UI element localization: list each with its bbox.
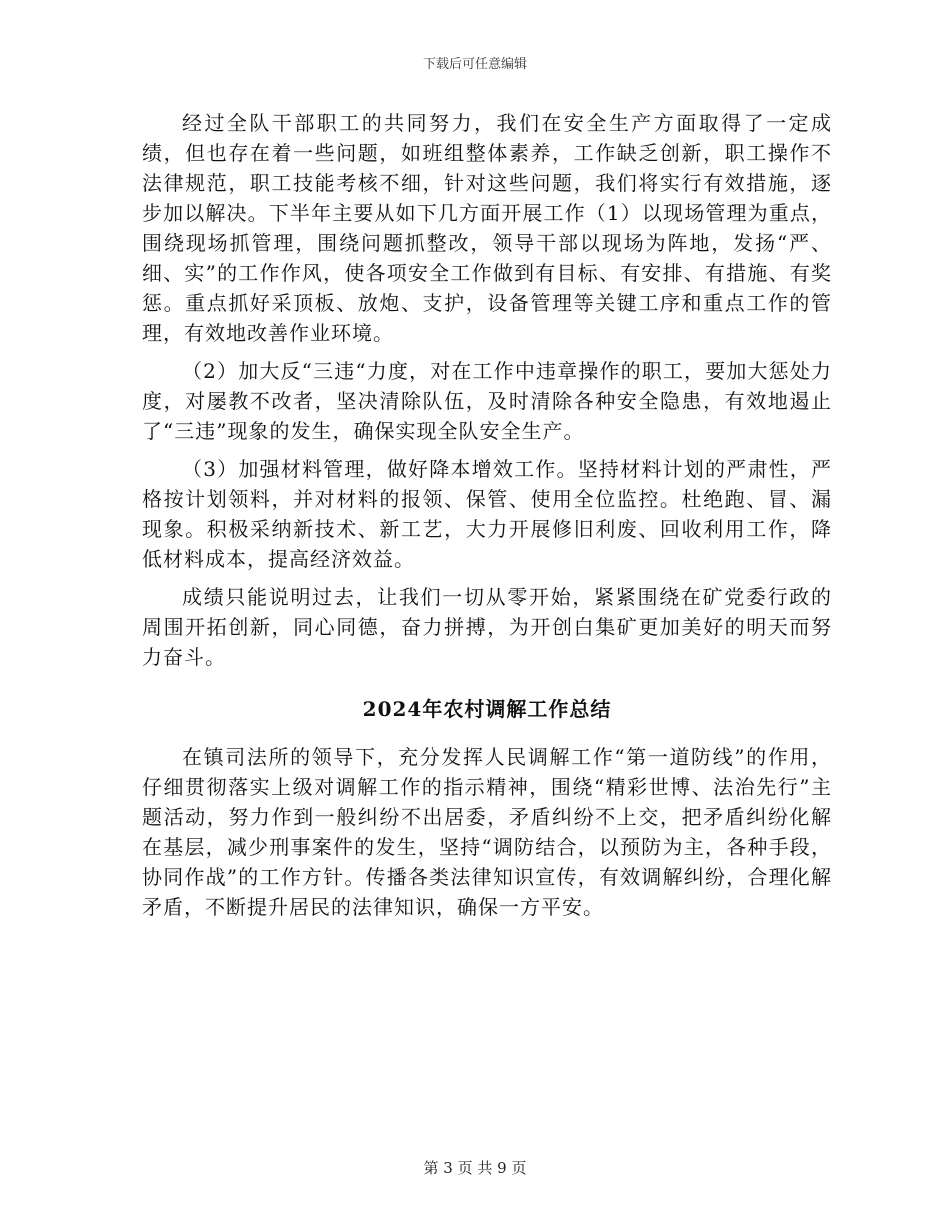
paragraph: 在镇司法所的领导下，充分发挥人民调解工作“第一道防线”的作用，仔细贯彻落实上级对调解工作的指示精神，围绕“精彩世博、法治先行”主题活动，努力作到一般纠纷不出居委，矛盾纠纷不上交，把矛盾纠纷化解在基层，减少刑事案件的发生，坚持“调防结合，以预防为主，各种手段，协同作战”的工作方针。传播各类法律知识宣传，有效调解纠纷，合理化解矛盾，不断提升居民的法律知识，确保一方平安。 [142, 745, 832, 919]
paragraph: 经过全队干部职工的共同努力，我们在安全生产方面取得了一定成绩，但也存在着一些问题，如班组整体素养，工作缺乏创新，职工操作不法律规范，职工技能考核不细，针对这些问题，我们将实行有效措施，逐步加以解决。下半年主要从如下几方面开展工作（1）以现场管理为重点，围绕现场抓管理，围绕问题抓整改，领导干部以现场为阵地，发扬“严、细、实”的工作作风，使各项安全工作做到有目标、有安排、有措施、有奖惩。重点抓好采顶板、放炮、支护，设备管理等关键工序和重点工作的管理，有效地改善作业环境。 [142, 111, 832, 345]
paragraph: 成绩只能说明过去，让我们一切从零开始，紧紧围绕在矿党委行政的周围开拓创新，同心同德，奋力拼搏，为开创白集矿更加美好的明天而努力奋斗。 [142, 585, 832, 669]
paragraph: （2）加大反“三违“力度，对在工作中违章操作的职工，要加大惩处力度，对屡教不改者，坚决清除队伍，及时清除各种安全隐患，有效地遏止了“三违”现象的发生，确保实现全队安全生产。 [142, 359, 832, 443]
paragraph: （3）加强材料管理，做好降本增效工作。坚持材料计划的严肃性，严格按计划领料，并对材料的报领、保管、使用全位监控。杜绝跑、冒、漏现象。积极采纳新技术、新工艺，大力开展修旧利废、回收利用工作，降低材料成本，提高经济效益。 [142, 457, 832, 571]
page-footer: 第 3 页 共 9 页 [423, 1159, 527, 1177]
page-header: 下载后可任意编辑 [422, 57, 527, 72]
document-body [142, 108, 832, 930]
section-title: 2024年农村调解工作总结 [362, 697, 612, 721]
